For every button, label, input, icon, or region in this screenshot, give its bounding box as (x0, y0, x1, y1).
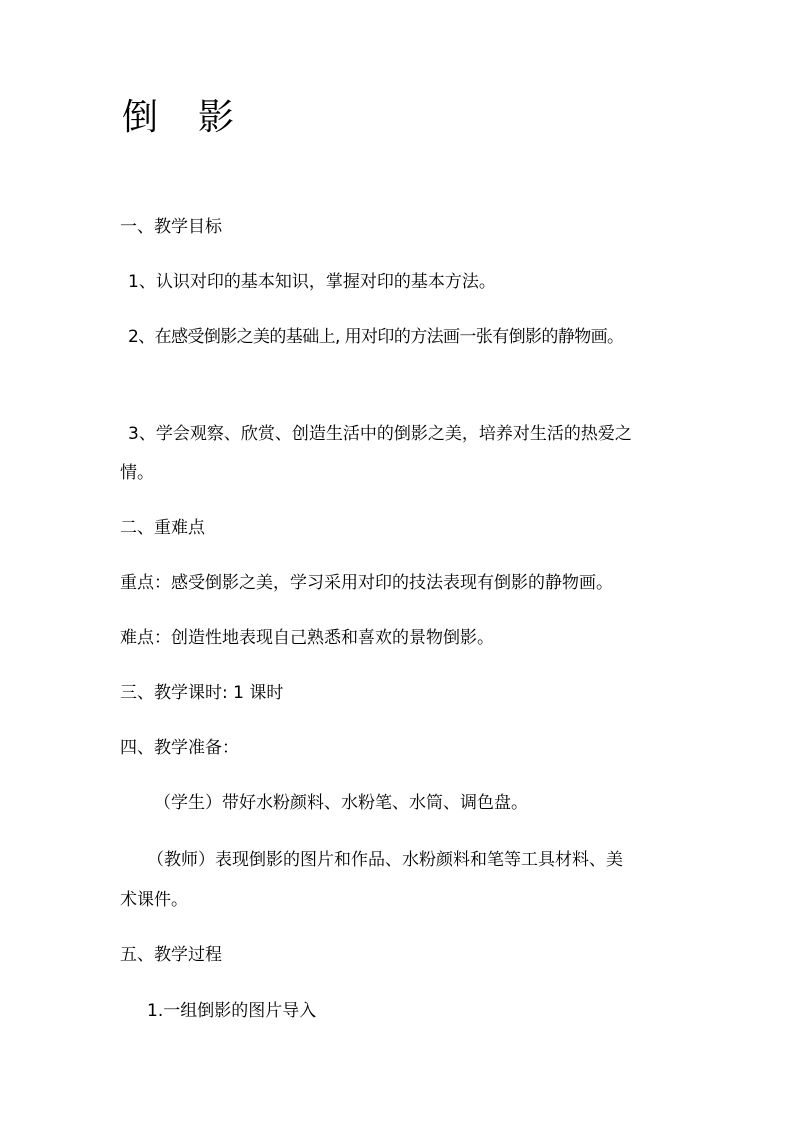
section-3-heading: 三、教学课时: 1 课时 (120, 683, 284, 703)
title-char-1: 倒 (122, 97, 159, 138)
prep-student: （学生）带好水粉颜料、水粉笔、水筒、调色盘。 (154, 793, 528, 813)
goal-3-line-1: 3、学会观察、欣赏、创造生活中的倒影之美，培养对生活的热爱之 (128, 424, 632, 444)
prep-teacher-line-2: 术课件。 (120, 890, 188, 910)
section-1-heading: 一、教学目标 (120, 217, 222, 237)
prep-teacher-line-1: （教师）表现倒影的图片和作品、水粉颜料和笔等工具材料、美 (147, 850, 623, 870)
goal-3-line-2: 情。 (120, 463, 154, 483)
section-2-heading: 二、重难点 (120, 518, 205, 538)
key-point: 重点：感受倒影之美，学习采用对印的技法表现有倒影的静物画。 (120, 573, 613, 593)
difficult-point: 难点：创造性地表现自己熟悉和喜欢的景物倒影。 (120, 628, 494, 648)
section-5-heading: 五、教学过程 (120, 945, 222, 965)
goal-1: 1、认识对印的基本知识，掌握对印的基本方法。 (128, 272, 496, 292)
section-4-heading: 四、教学准备： (120, 738, 239, 758)
process-step-1: 1.一组倒影的图片导入 (147, 1001, 317, 1021)
title-char-2: 影 (198, 97, 235, 138)
goal-2: 2、在感受倒影之美的基础上, 用对印的方法画一张有倒影的静物画。 (128, 327, 624, 347)
document-title (122, 96, 234, 140)
